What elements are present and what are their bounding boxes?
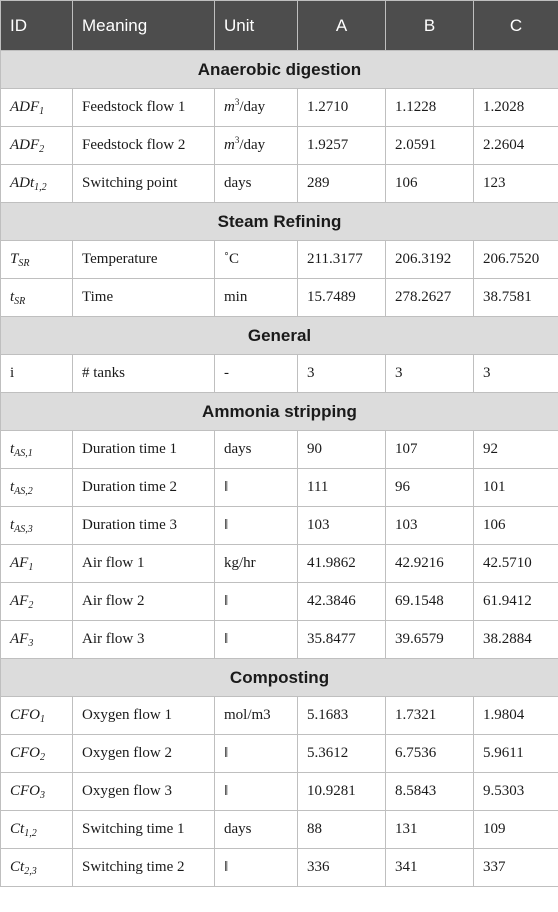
- param-unit: days: [215, 165, 298, 203]
- param-meaning: # tanks: [73, 355, 215, 393]
- value-a: 88: [298, 811, 386, 849]
- value-b: 39.6579: [386, 621, 474, 659]
- param-meaning: Oxygen flow 2: [73, 735, 215, 773]
- table-row: [1, 127, 558, 165]
- table-row: [1, 621, 558, 659]
- param-subscript: 1: [39, 106, 45, 117]
- header-id: ID: [1, 1, 73, 51]
- value-c: 61.9412: [474, 583, 558, 621]
- param-subscript: SR: [18, 258, 30, 269]
- param-unit: [215, 89, 298, 127]
- header-a: A: [298, 1, 386, 51]
- value-a: 111: [298, 469, 386, 507]
- param-meaning: Duration time 1: [73, 431, 215, 469]
- param-symbol: AF: [10, 631, 29, 647]
- value-a: 3: [298, 355, 386, 393]
- param-meaning: Switching time 1: [73, 811, 215, 849]
- value-a: 103: [298, 507, 386, 545]
- value-c: 92: [474, 431, 558, 469]
- table-row: [1, 773, 558, 811]
- value-c: 106: [474, 507, 558, 545]
- value-c: 1.9804: [474, 697, 558, 735]
- param-id: [1, 355, 73, 393]
- section-row: [1, 51, 558, 89]
- value-b: 278.2627: [386, 279, 474, 317]
- param-subscript: SR: [14, 296, 26, 307]
- param-subscript: AS,1: [14, 448, 33, 459]
- value-b: 3: [386, 355, 474, 393]
- param-subscript: 1: [28, 562, 34, 573]
- param-symbol: ADF: [10, 137, 40, 153]
- param-unit: kg/hr: [215, 545, 298, 583]
- value-b: 6.7536: [386, 735, 474, 773]
- value-c: 2.2604: [474, 127, 558, 165]
- table-row: [1, 507, 558, 545]
- value-b: 131: [386, 811, 474, 849]
- unit-rest: /day: [239, 99, 266, 115]
- value-c: 38.2884: [474, 621, 558, 659]
- param-id: [1, 89, 73, 127]
- param-subscript: 2: [28, 600, 34, 611]
- param-meaning: Air flow 3: [73, 621, 215, 659]
- value-b: 107: [386, 431, 474, 469]
- table-row: [1, 89, 558, 127]
- section-row: [1, 317, 558, 355]
- param-symbol: CFO: [10, 745, 40, 761]
- value-c: 101: [474, 469, 558, 507]
- value-c: 5.9611: [474, 735, 558, 773]
- section-title: Ammonia stripping: [1, 393, 558, 431]
- value-a: 211.3177: [298, 241, 386, 279]
- header-row: [1, 1, 558, 51]
- param-symbol: Ct: [10, 821, 25, 837]
- param-symbol: ADF: [10, 99, 40, 115]
- value-b: 341: [386, 849, 474, 887]
- param-id: [1, 545, 73, 583]
- param-symbol: AF: [10, 555, 29, 571]
- param-meaning: Duration time 2: [73, 469, 215, 507]
- value-a: 35.8477: [298, 621, 386, 659]
- param-unit: ˚C: [215, 241, 298, 279]
- param-subscript: 3: [28, 638, 34, 649]
- param-subscript: 2: [40, 752, 45, 763]
- param-meaning: Oxygen flow 1: [73, 697, 215, 735]
- param-meaning: Feedstock flow 2: [73, 127, 215, 165]
- unit-exponent: 3: [234, 135, 240, 145]
- value-c: 38.7581: [474, 279, 558, 317]
- value-b: 103: [386, 507, 474, 545]
- param-id: [1, 583, 73, 621]
- param-meaning: Air flow 1: [73, 545, 215, 583]
- value-a: 1.2710: [298, 89, 386, 127]
- param-subscript: 1: [40, 714, 45, 725]
- param-symbol: t: [10, 289, 15, 305]
- table-row: [1, 583, 558, 621]
- table-row: [1, 735, 558, 773]
- param-symbol: CFO: [10, 707, 40, 723]
- value-a: 1.9257: [298, 127, 386, 165]
- table-row: [1, 431, 558, 469]
- param-symbol: T: [10, 251, 19, 267]
- param-id: [1, 165, 73, 203]
- table-row: [1, 849, 558, 887]
- table-row: [1, 811, 558, 849]
- param-unit: mol/m3: [215, 697, 298, 735]
- value-a: 336: [298, 849, 386, 887]
- table-row: [1, 241, 558, 279]
- param-meaning: Feedstock flow 1: [73, 89, 215, 127]
- param-symbol: i: [10, 365, 15, 381]
- param-unit: days: [215, 431, 298, 469]
- param-symbol: t: [10, 517, 15, 533]
- value-b: 96: [386, 469, 474, 507]
- table-row: [1, 545, 558, 583]
- section-row: [1, 659, 558, 697]
- param-meaning: Temperature: [73, 241, 215, 279]
- param-subscript: 2: [39, 144, 45, 155]
- table-row: [1, 355, 558, 393]
- unit-base: m: [224, 137, 235, 153]
- param-meaning: Air flow 2: [73, 583, 215, 621]
- param-subscript: AS,3: [14, 524, 33, 535]
- value-b: 8.5843: [386, 773, 474, 811]
- table-row: [1, 165, 558, 203]
- param-id: [1, 773, 73, 811]
- param-unit: [215, 127, 298, 165]
- section-title: Anaerobic digestion: [1, 51, 558, 89]
- param-unit: ‖: [215, 507, 298, 545]
- unit-rest: /day: [239, 137, 266, 153]
- value-a: 15.7489: [298, 279, 386, 317]
- value-c: 109: [474, 811, 558, 849]
- value-c: 337: [474, 849, 558, 887]
- param-id: [1, 431, 73, 469]
- param-unit: ‖: [215, 469, 298, 507]
- param-id: [1, 735, 73, 773]
- param-id: [1, 697, 73, 735]
- value-a: 41.9862: [298, 545, 386, 583]
- param-unit: ‖: [215, 621, 298, 659]
- value-b: 1.1228: [386, 89, 474, 127]
- header-c: C: [474, 1, 558, 51]
- param-meaning: Switching time 2: [73, 849, 215, 887]
- param-unit: ‖: [215, 849, 298, 887]
- section-title: Steam Refining: [1, 203, 558, 241]
- value-c: 42.5710: [474, 545, 558, 583]
- header-unit: Unit: [215, 1, 298, 51]
- param-meaning: Switching point: [73, 165, 215, 203]
- param-id: [1, 127, 73, 165]
- header-b: B: [386, 1, 474, 51]
- param-subscript: 3: [40, 790, 45, 801]
- param-meaning: Duration time 3: [73, 507, 215, 545]
- value-c: 123: [474, 165, 558, 203]
- value-b: 2.0591: [386, 127, 474, 165]
- param-symbol: t: [10, 441, 15, 457]
- value-a: 90: [298, 431, 386, 469]
- value-c: 1.2028: [474, 89, 558, 127]
- param-unit: -: [215, 355, 298, 393]
- param-subscript: AS,2: [14, 486, 33, 497]
- param-symbol: ADt: [10, 175, 35, 191]
- value-b: 206.3192: [386, 241, 474, 279]
- table-row: [1, 469, 558, 507]
- unit-base: m: [224, 99, 235, 115]
- param-meaning: Oxygen flow 3: [73, 773, 215, 811]
- value-c: 3: [474, 355, 558, 393]
- unit-exponent: 3: [234, 97, 240, 107]
- value-a: 289: [298, 165, 386, 203]
- param-subscript: 1,2: [24, 828, 37, 839]
- param-unit: ‖: [215, 735, 298, 773]
- section-row: [1, 393, 558, 431]
- param-unit: ‖: [215, 773, 298, 811]
- param-subscript: 1,2: [34, 182, 47, 193]
- value-a: 42.3846: [298, 583, 386, 621]
- header-meaning: Meaning: [73, 1, 215, 51]
- param-id: [1, 241, 73, 279]
- param-id: [1, 621, 73, 659]
- value-a: 5.3612: [298, 735, 386, 773]
- param-symbol: AF: [10, 593, 29, 609]
- value-b: 106: [386, 165, 474, 203]
- param-id: [1, 507, 73, 545]
- param-id: [1, 279, 73, 317]
- param-symbol: t: [10, 479, 15, 495]
- table-row: [1, 697, 558, 735]
- value-a: 5.1683: [298, 697, 386, 735]
- section-row: [1, 203, 558, 241]
- section-title: Composting: [1, 659, 558, 697]
- param-id: [1, 849, 73, 887]
- section-title: General: [1, 317, 558, 355]
- value-b: 69.1548: [386, 583, 474, 621]
- value-c: 206.7520: [474, 241, 558, 279]
- param-unit: min: [215, 279, 298, 317]
- value-a: 10.9281: [298, 773, 386, 811]
- value-c: 9.5303: [474, 773, 558, 811]
- param-meaning: Time: [73, 279, 215, 317]
- value-b: 1.7321: [386, 697, 474, 735]
- param-id: [1, 811, 73, 849]
- param-symbol: CFO: [10, 783, 40, 799]
- param-id: [1, 469, 73, 507]
- table-body: [1, 51, 558, 887]
- param-unit: ‖: [215, 583, 298, 621]
- param-unit: days: [215, 811, 298, 849]
- table-row: [1, 279, 558, 317]
- param-symbol: Ct: [10, 859, 25, 875]
- value-b: 42.9216: [386, 545, 474, 583]
- param-subscript: 2,3: [24, 866, 37, 877]
